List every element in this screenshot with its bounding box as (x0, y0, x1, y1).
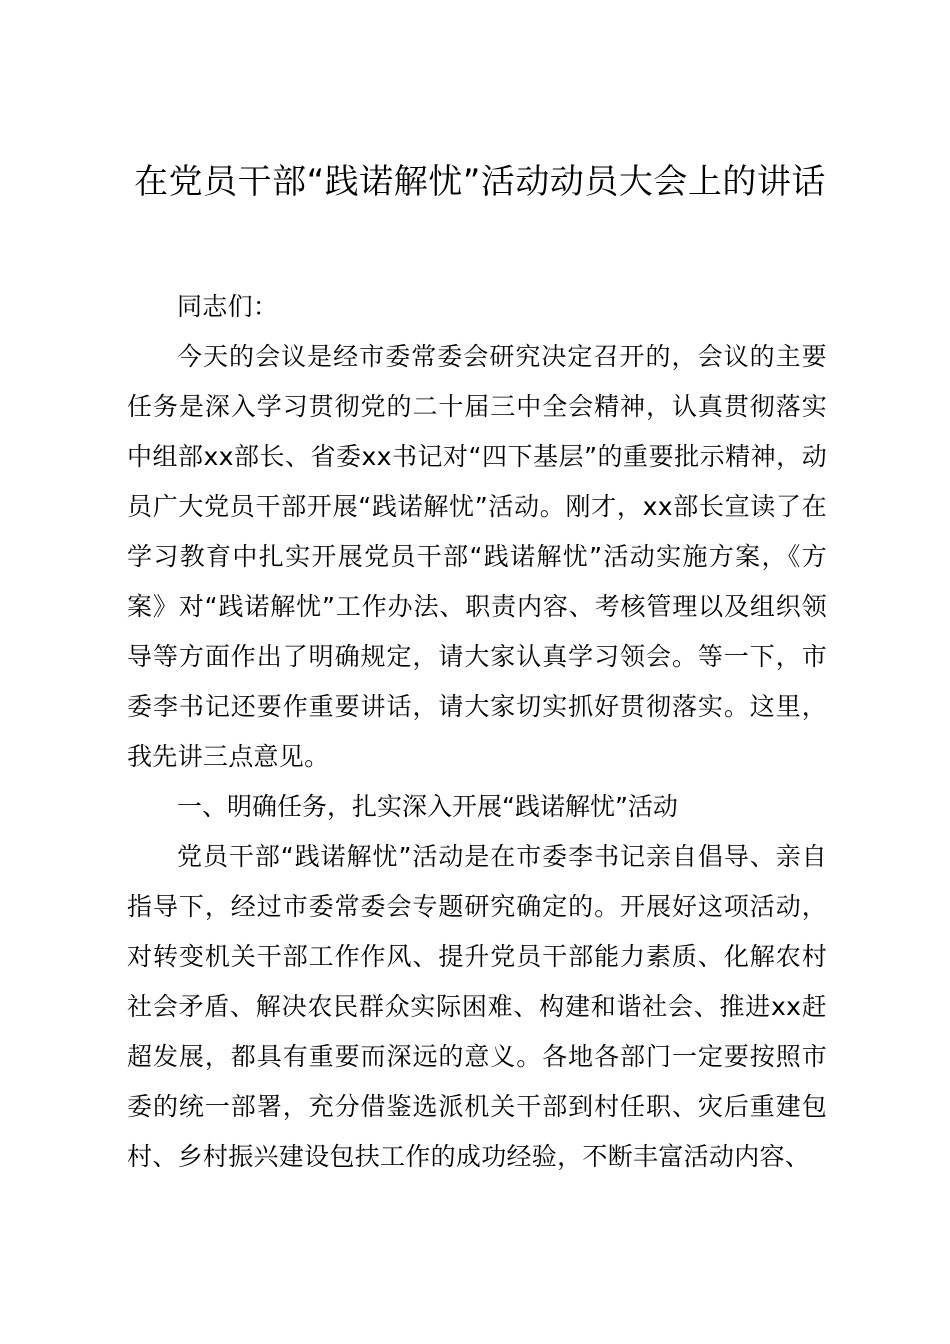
document-body (127, 282, 827, 1182)
document-title: 在党员干部“践诺解忧”活动动员大会上的讲话 (134, 162, 826, 202)
salutation: 同志们： (177, 292, 279, 321)
paragraph-section-one: 党员干部“践诺解忧”活动是在市委李书记亲自倡导、亲自指导下，经过市委常委会专题研究确定的。开展好这项活动，对转变机关干部工作作风、提升党员干部能力素质、化解农村社会矛盾、解决农民群众实际困难、构建和谐社会、推进xx赶超发展，都具有重要而深远的意义。各地各部门一定要按照市委的统一部署，充分借鉴选派机关干部到村任职、灾后重建包村、乡村振兴建设包扶工作的成功经验，不断丰富活动内容、 (127, 842, 827, 1171)
section-heading: 一、明确任务，扎实深入开展“践诺解忧”活动 (177, 792, 678, 821)
paragraph-intro: 今天的会议是经市委常委会研究决定召开的，会议的主要任务是深入学习贯彻党的二十届三中全会精神，认真贯彻落实中组部xx部长、省委xx书记对“四下基层”的重要批示精神，动员广大党员干部开展“践诺解忧”活动。刚才，xx部长宣读了在学习教育中扎实开展党员干部“践诺解忧”活动实施方案，《方案》对“践诺解忧”工作办法、职责内容、考核管理以及组织领导等方面作出了明确规定，请大家认真学习领会。等一下，市委李书记还要作重要讲话，请大家切实抓好贯彻落实。这里，我先讲三点意见。 (127, 342, 827, 771)
